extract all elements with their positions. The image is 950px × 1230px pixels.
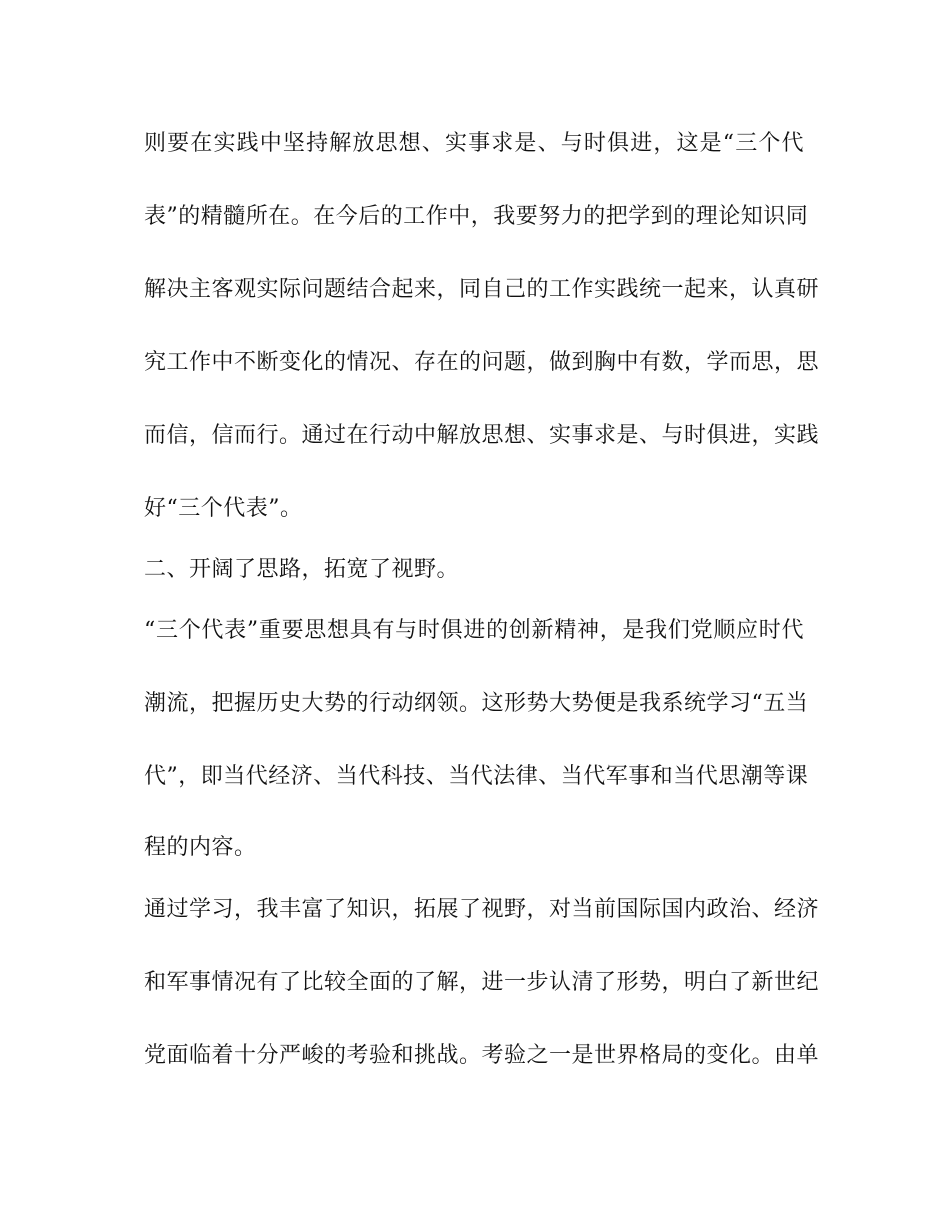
text-line: 好“三个代表”。 [144, 496, 303, 521]
text-line: 究工作中不断变化的情况、存在的问题，做到胸中有数，学而思，思 [144, 350, 820, 375]
text-line: 党面临着十分严峻的考验和挑战。考验之一是世界格局的变化。由单 [144, 1043, 820, 1068]
text-line: 代”，即当代经济、当代科技、当代法律、当代军事和当代思潮等课 [144, 764, 809, 789]
text-line: 和军事情况有了比较全面的了解，进一步认清了形势，明白了新世纪 [144, 970, 820, 995]
text-line: 潮流，把握历史大势的行动纲领。这形势大势便是我系统学习“五当 [144, 691, 809, 716]
text-line: 而信，信而行。通过在行动中解放思想、实事求是、与时俱进，实践 [144, 423, 820, 448]
text-line: 表”的精髓所在。在今后的工作中，我要努力的把学到的理论知识同 [144, 204, 809, 229]
section-heading: 二、开阔了思路，拓宽了视野。 [144, 557, 460, 582]
text-line: 则要在实践中坚持解放思想、实事求是、与时俱进，这是“三个代 [144, 131, 804, 156]
text-line: 程的内容。 [144, 835, 257, 860]
text-line: 通过学习，我丰富了知识，拓展了视野，对当前国际国内政治、经济 [144, 897, 820, 922]
text-line: 解决主客观实际问题结合起来，同自己的工作实践统一起来，认真研 [144, 277, 820, 302]
text-line: “三个代表”重要思想具有与时俱进的创新精神，是我们党顺应时代 [144, 618, 804, 643]
